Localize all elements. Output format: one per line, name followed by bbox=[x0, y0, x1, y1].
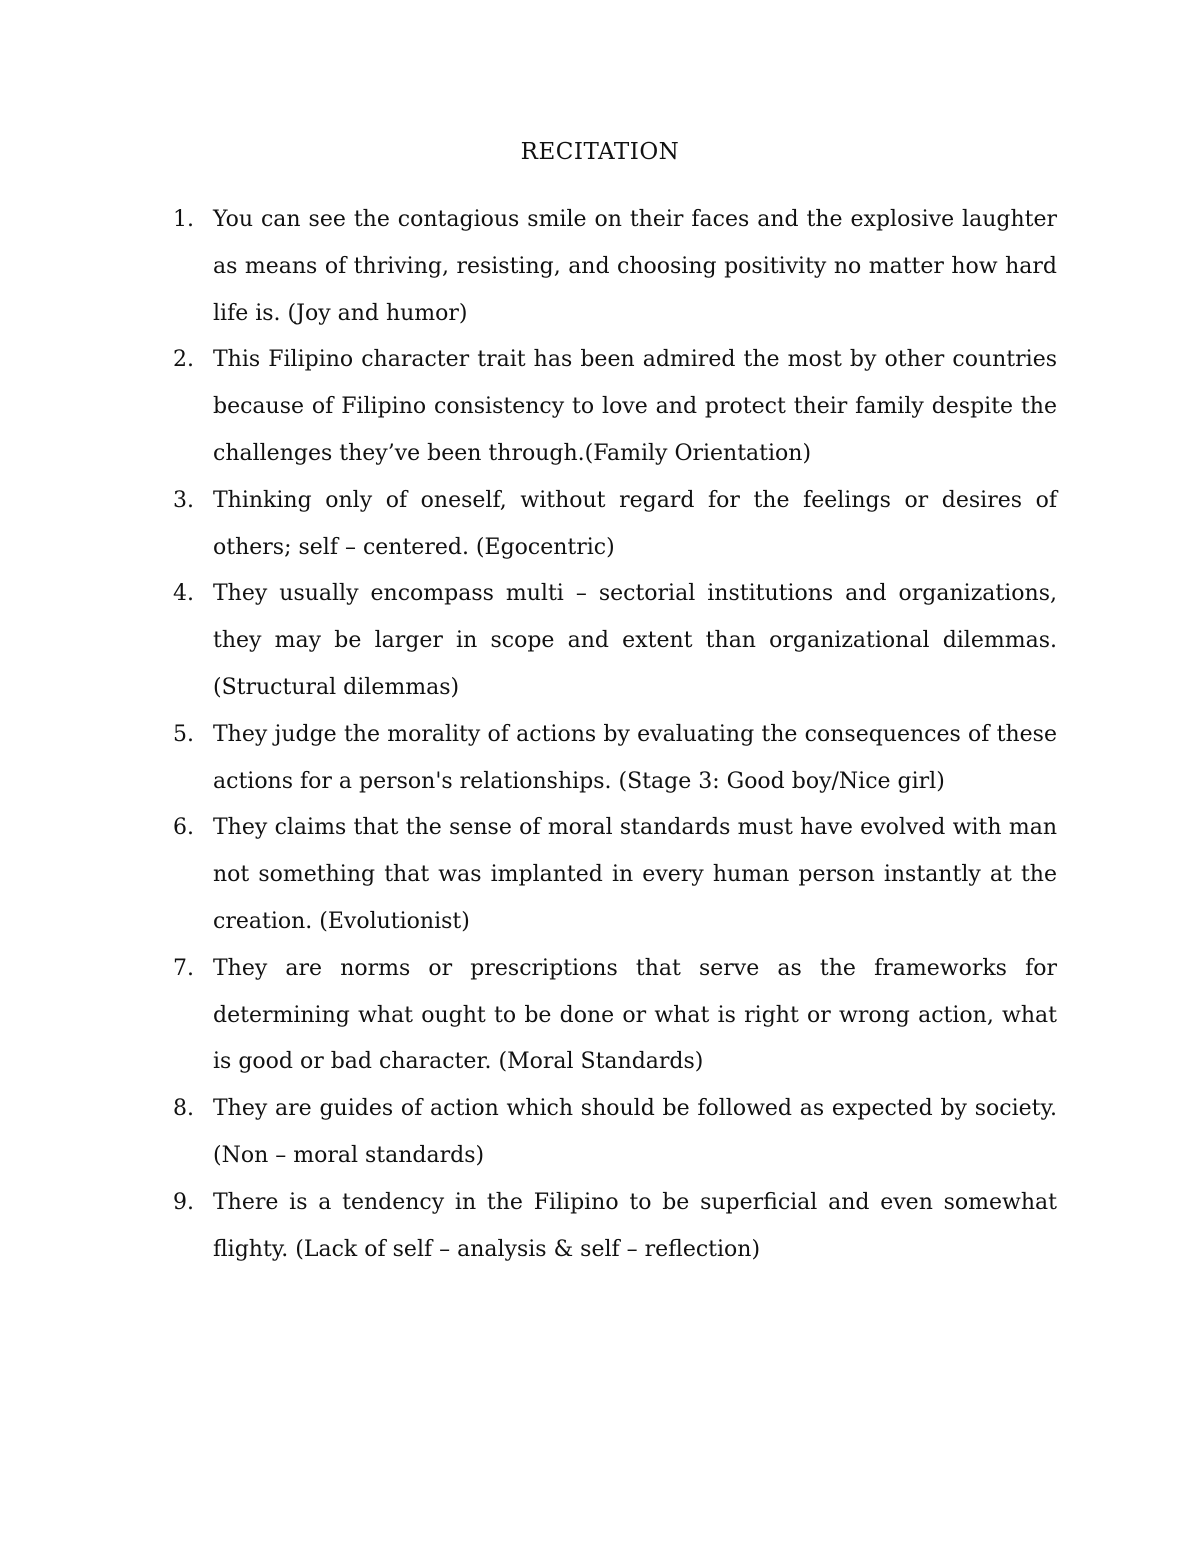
recitation-list bbox=[173, 197, 1057, 1273]
list-item-5 bbox=[173, 712, 1057, 806]
item-number: 5. bbox=[173, 721, 194, 747]
item-text: There is a tendency in the Filipino to be superficial and even somewhat flighty. (Lack of self – analysis & self – reflection) bbox=[213, 1189, 1057, 1262]
item-text: They judge the morality of actions by evaluating the consequences of these actions for a person's relationships. (Stage 3: Good boy/Nice girl) bbox=[213, 721, 1057, 794]
item-number: 8. bbox=[173, 1096, 194, 1122]
item-text: Thinking only of oneself, without regard for the feelings or desires of others; self – centered. (Egocentric) bbox=[213, 487, 1057, 560]
item-number: 4. bbox=[173, 581, 194, 607]
item-text: They are guides of action which should be followed as expected by society. (Non – moral standards) bbox=[213, 1096, 1057, 1168]
list-item-2 bbox=[173, 337, 1057, 477]
list-item-4 bbox=[173, 571, 1057, 711]
item-text: This Filipino character trait has been admired the most by other countries because of Filipino consistency to love and protect their family despite the challenges they’ve been through.(Family Orientation) bbox=[213, 347, 1057, 466]
list-item-3 bbox=[173, 478, 1057, 572]
item-number: 2. bbox=[173, 347, 194, 373]
item-number: 3. bbox=[173, 487, 194, 513]
item-text: They are norms or prescriptions that serve as the frameworks for determining what ought to be done or what is right or wrong action, what is good or bad character. (Moral Standards) bbox=[213, 955, 1057, 1075]
item-text: You can see the contagious smile on their faces and the explosive laughter as means of thriving, resisting, and choosing positivity no matter how hard life is. (Joy and humor) bbox=[213, 207, 1057, 326]
item-text: They claims that the sense of moral standards must have evolved with man not something that was implanted in every human person instantly at the creation. (Evolutionist) bbox=[213, 815, 1057, 934]
page-title: RECITATION bbox=[520, 139, 680, 165]
item-number: 7. bbox=[173, 955, 194, 981]
list-item-7 bbox=[173, 946, 1057, 1086]
list-item-6 bbox=[173, 805, 1057, 945]
item-number: 9. bbox=[173, 1189, 194, 1215]
list-item-9 bbox=[173, 1180, 1057, 1274]
item-text: They usually encompass multi – sectorial institutions and organizations, they may be larger in scope and extent than organizational dilemmas. (Structural dilemmas) bbox=[213, 581, 1057, 700]
item-number: 1. bbox=[173, 207, 194, 232]
list-item-1 bbox=[173, 197, 1057, 337]
item-number: 6. bbox=[173, 815, 194, 841]
list-item-8 bbox=[173, 1086, 1057, 1180]
